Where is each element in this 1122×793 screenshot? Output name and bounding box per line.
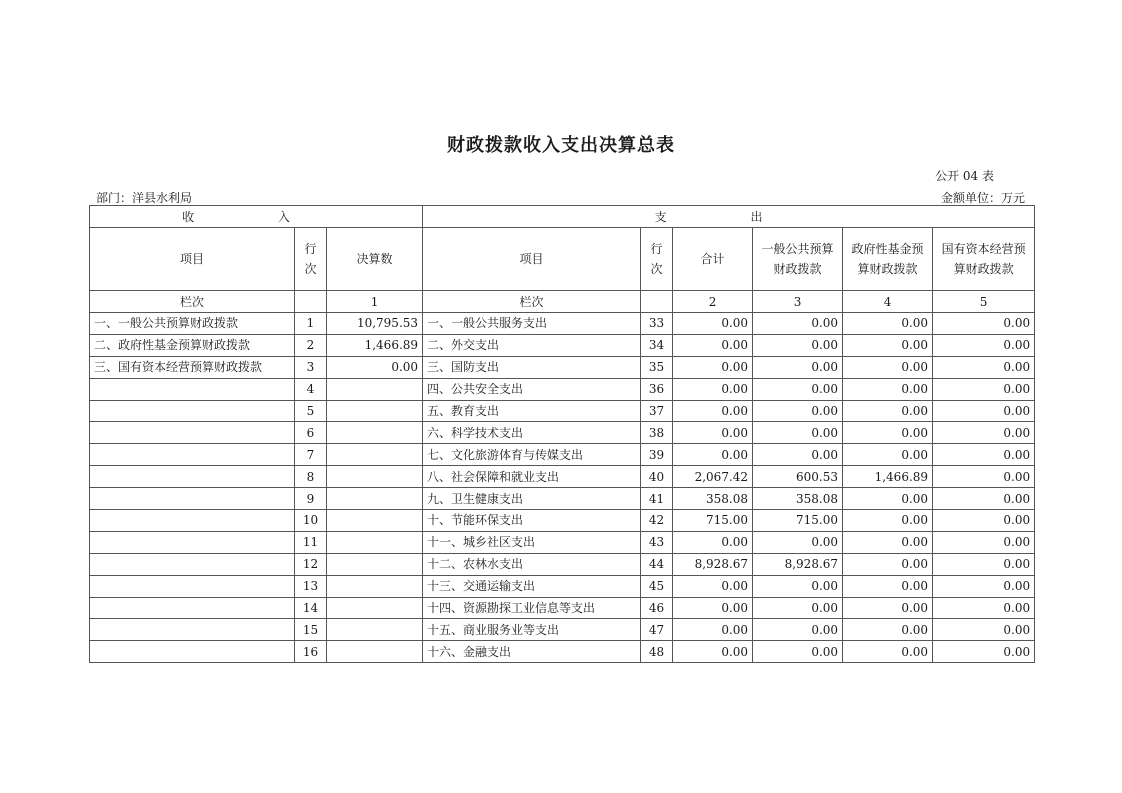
gov-fund-column-no: 4	[843, 291, 933, 313]
income-line-cell: 10	[295, 510, 327, 532]
gov-fund-cell: 0.00	[843, 575, 933, 597]
income-amount-cell: 0.00	[327, 356, 423, 378]
income-line-cell: 4	[295, 378, 327, 400]
income-amount-cell	[327, 422, 423, 444]
income-line-cell: 1	[295, 313, 327, 335]
table-row	[90, 313, 1035, 335]
expense-item-cell: 八、社会保障和就业支出	[423, 466, 641, 488]
expense-item-cell: 十一、城乡社区支出	[423, 531, 641, 553]
income-amount-cell	[327, 553, 423, 575]
income-line-cell: 9	[295, 488, 327, 510]
gov-fund-cell: 0.00	[843, 488, 933, 510]
gov-fund-cell: 0.00	[843, 378, 933, 400]
expense-item-cell: 一、一般公共服务支出	[423, 313, 641, 335]
expense-line-cell: 44	[641, 553, 673, 575]
expense-line-blank	[641, 291, 673, 313]
total-cell: 0.00	[673, 400, 753, 422]
expense-line-cell: 34	[641, 334, 673, 356]
income-item-cell	[90, 444, 295, 466]
general-budget-cell: 0.00	[753, 444, 843, 466]
total-cell: 0.00	[673, 641, 753, 663]
gov-fund-cell: 0.00	[843, 553, 933, 575]
expense-section-header: 支 出	[423, 206, 1035, 228]
table-row	[90, 553, 1035, 575]
income-amount-cell	[327, 531, 423, 553]
state-capital-cell: 0.00	[933, 619, 1035, 641]
header-row-sections	[90, 206, 1035, 228]
state-capital-cell: 0.00	[933, 356, 1035, 378]
income-line-cell: 8	[295, 466, 327, 488]
income-column-label: 栏次	[90, 291, 295, 313]
form-number: 公开 04 表	[935, 169, 994, 183]
gov-fund-cell: 0.00	[843, 531, 933, 553]
income-item-header: 项目	[90, 228, 295, 291]
expense-item-cell: 十四、资源勘探工业信息等支出	[423, 597, 641, 619]
income-line-cell: 16	[295, 641, 327, 663]
expense-line-cell: 48	[641, 641, 673, 663]
expense-item-cell: 二、外交支出	[423, 334, 641, 356]
income-line-cell: 15	[295, 619, 327, 641]
income-amount-cell	[327, 378, 423, 400]
expense-line-cell: 38	[641, 422, 673, 444]
table-row	[90, 597, 1035, 619]
income-amount-cell	[327, 488, 423, 510]
total-cell: 0.00	[673, 334, 753, 356]
income-item-cell	[90, 466, 295, 488]
state-capital-cell: 0.00	[933, 641, 1035, 663]
gov-fund-cell: 0.00	[843, 313, 933, 335]
budget-table	[89, 205, 1035, 663]
table-row	[90, 488, 1035, 510]
page-title: 财政拨款收入支出决算总表	[447, 135, 675, 156]
table-row	[90, 531, 1035, 553]
gov-fund-cell: 0.00	[843, 597, 933, 619]
income-item-cell	[90, 400, 295, 422]
income-item-cell	[90, 619, 295, 641]
state-capital-cell: 0.00	[933, 575, 1035, 597]
expense-item-header: 项目	[423, 228, 641, 291]
total-column-no: 2	[673, 291, 753, 313]
table-row	[90, 510, 1035, 532]
general-budget-cell: 600.53	[753, 466, 843, 488]
expense-item-cell: 四、公共安全支出	[423, 378, 641, 400]
total-cell: 0.00	[673, 531, 753, 553]
general-budget-cell: 0.00	[753, 334, 843, 356]
income-item-cell	[90, 488, 295, 510]
general-budget-cell: 0.00	[753, 313, 843, 335]
gov-fund-cell: 0.00	[843, 356, 933, 378]
expense-item-cell: 十三、交通运输支出	[423, 575, 641, 597]
income-amount-cell	[327, 575, 423, 597]
total-cell: 0.00	[673, 356, 753, 378]
total-cell: 358.08	[673, 488, 753, 510]
general-budget-header: 一般公共预算财政拨款	[753, 228, 843, 291]
income-line-cell: 7	[295, 444, 327, 466]
expense-column-label: 栏次	[423, 291, 641, 313]
general-budget-cell: 0.00	[753, 356, 843, 378]
income-line-header: 行次	[295, 228, 327, 291]
general-budget-cell: 715.00	[753, 510, 843, 532]
income-line-cell: 6	[295, 422, 327, 444]
expense-item-cell: 十六、金融支出	[423, 641, 641, 663]
gov-fund-cell: 1,466.89	[843, 466, 933, 488]
general-budget-cell: 0.00	[753, 400, 843, 422]
expense-line-cell: 36	[641, 378, 673, 400]
table-row	[90, 334, 1035, 356]
general-budget-cell: 0.00	[753, 422, 843, 444]
state-capital-cell: 0.00	[933, 334, 1035, 356]
expense-line-header: 行次	[641, 228, 673, 291]
income-line-cell: 11	[295, 531, 327, 553]
income-line-cell: 3	[295, 356, 327, 378]
expense-item-cell: 十、节能环保支出	[423, 510, 641, 532]
income-item-cell	[90, 422, 295, 444]
expense-line-cell: 35	[641, 356, 673, 378]
table-row	[90, 400, 1035, 422]
total-header: 合计	[673, 228, 753, 291]
income-item-cell: 一、一般公共预算财政拨款	[90, 313, 295, 335]
gov-fund-cell: 0.00	[843, 444, 933, 466]
column-number-row	[90, 291, 1035, 313]
state-capital-cell: 0.00	[933, 313, 1035, 335]
income-item-cell	[90, 641, 295, 663]
state-capital-cell: 0.00	[933, 510, 1035, 532]
state-capital-cell: 0.00	[933, 378, 1035, 400]
expense-item-cell: 七、文化旅游体育与传媒支出	[423, 444, 641, 466]
expense-line-cell: 47	[641, 619, 673, 641]
total-cell: 0.00	[673, 378, 753, 400]
table-row	[90, 466, 1035, 488]
expense-line-cell: 46	[641, 597, 673, 619]
total-cell: 0.00	[673, 422, 753, 444]
gov-fund-cell: 0.00	[843, 400, 933, 422]
total-cell: 0.00	[673, 444, 753, 466]
income-amount-cell	[327, 597, 423, 619]
income-amount-header: 决算数	[327, 228, 423, 291]
table-row	[90, 641, 1035, 663]
total-cell: 8,928.67	[673, 553, 753, 575]
state-capital-cell: 0.00	[933, 466, 1035, 488]
total-cell: 0.00	[673, 575, 753, 597]
total-cell: 2,067.42	[673, 466, 753, 488]
expense-line-cell: 33	[641, 313, 673, 335]
table-row	[90, 619, 1035, 641]
income-item-cell: 二、政府性基金预算财政拨款	[90, 334, 295, 356]
state-capital-cell: 0.00	[933, 422, 1035, 444]
state-capital-cell: 0.00	[933, 400, 1035, 422]
general-budget-cell: 0.00	[753, 575, 843, 597]
income-item-cell	[90, 531, 295, 553]
income-line-cell: 5	[295, 400, 327, 422]
income-amount-cell	[327, 619, 423, 641]
gov-fund-cell: 0.00	[843, 641, 933, 663]
income-amount-cell	[327, 400, 423, 422]
state-capital-cell: 0.00	[933, 444, 1035, 466]
general-budget-cell: 8,928.67	[753, 553, 843, 575]
income-line-cell: 2	[295, 334, 327, 356]
income-amount-cell	[327, 641, 423, 663]
total-cell: 0.00	[673, 313, 753, 335]
expense-item-cell: 三、国防支出	[423, 356, 641, 378]
income-line-blank	[295, 291, 327, 313]
unit-label: 金额单位：万元	[940, 191, 1025, 205]
income-line-cell: 13	[295, 575, 327, 597]
gov-fund-cell: 0.00	[843, 334, 933, 356]
income-item-cell	[90, 575, 295, 597]
state-capital-cell: 0.00	[933, 531, 1035, 553]
income-item-cell	[90, 553, 295, 575]
state-capital-cell: 0.00	[933, 553, 1035, 575]
general-budget-cell: 0.00	[753, 597, 843, 619]
income-amount-cell	[327, 510, 423, 532]
state-capital-header: 国有资本经营预算财政拨款	[933, 228, 1035, 291]
income-item-cell	[90, 597, 295, 619]
general-budget-cell: 0.00	[753, 641, 843, 663]
expense-line-cell: 39	[641, 444, 673, 466]
table-row	[90, 422, 1035, 444]
expense-item-cell: 十二、农林水支出	[423, 553, 641, 575]
income-section-header: 收 入	[90, 206, 423, 228]
table-body	[90, 313, 1035, 663]
expense-line-cell: 40	[641, 466, 673, 488]
table-row	[90, 356, 1035, 378]
income-amount-column-no: 1	[327, 291, 423, 313]
department-label: 部门：洋县水利局	[96, 191, 193, 205]
expense-item-cell: 五、教育支出	[423, 400, 641, 422]
expense-item-cell: 六、科学技术支出	[423, 422, 641, 444]
expense-line-cell: 45	[641, 575, 673, 597]
income-amount-cell	[327, 444, 423, 466]
income-amount-cell: 10,795.53	[327, 313, 423, 335]
income-amount-cell: 1,466.89	[327, 334, 423, 356]
income-amount-cell	[327, 466, 423, 488]
expense-item-cell: 十五、商业服务业等支出	[423, 619, 641, 641]
gov-fund-cell: 0.00	[843, 422, 933, 444]
state-capital-cell: 0.00	[933, 488, 1035, 510]
gov-fund-header: 政府性基金预算财政拨款	[843, 228, 933, 291]
state-capital-cell: 0.00	[933, 597, 1035, 619]
income-item-cell	[90, 510, 295, 532]
total-cell: 0.00	[673, 619, 753, 641]
state-capital-column-no: 5	[933, 291, 1035, 313]
expense-line-cell: 43	[641, 531, 673, 553]
expense-line-cell: 41	[641, 488, 673, 510]
income-line-cell: 12	[295, 553, 327, 575]
general-column-no: 3	[753, 291, 843, 313]
gov-fund-cell: 0.00	[843, 510, 933, 532]
table-row	[90, 378, 1035, 400]
income-item-cell	[90, 378, 295, 400]
table-row	[90, 444, 1035, 466]
expense-line-cell: 42	[641, 510, 673, 532]
total-cell: 0.00	[673, 597, 753, 619]
total-cell: 715.00	[673, 510, 753, 532]
income-item-cell: 三、国有资本经营预算财政拨款	[90, 356, 295, 378]
general-budget-cell: 358.08	[753, 488, 843, 510]
general-budget-cell: 0.00	[753, 378, 843, 400]
header-row-columns	[90, 228, 1035, 291]
expense-item-cell: 九、卫生健康支出	[423, 488, 641, 510]
general-budget-cell: 0.00	[753, 619, 843, 641]
general-budget-cell: 0.00	[753, 531, 843, 553]
income-line-cell: 14	[295, 597, 327, 619]
expense-line-cell: 37	[641, 400, 673, 422]
gov-fund-cell: 0.00	[843, 619, 933, 641]
table-row	[90, 575, 1035, 597]
